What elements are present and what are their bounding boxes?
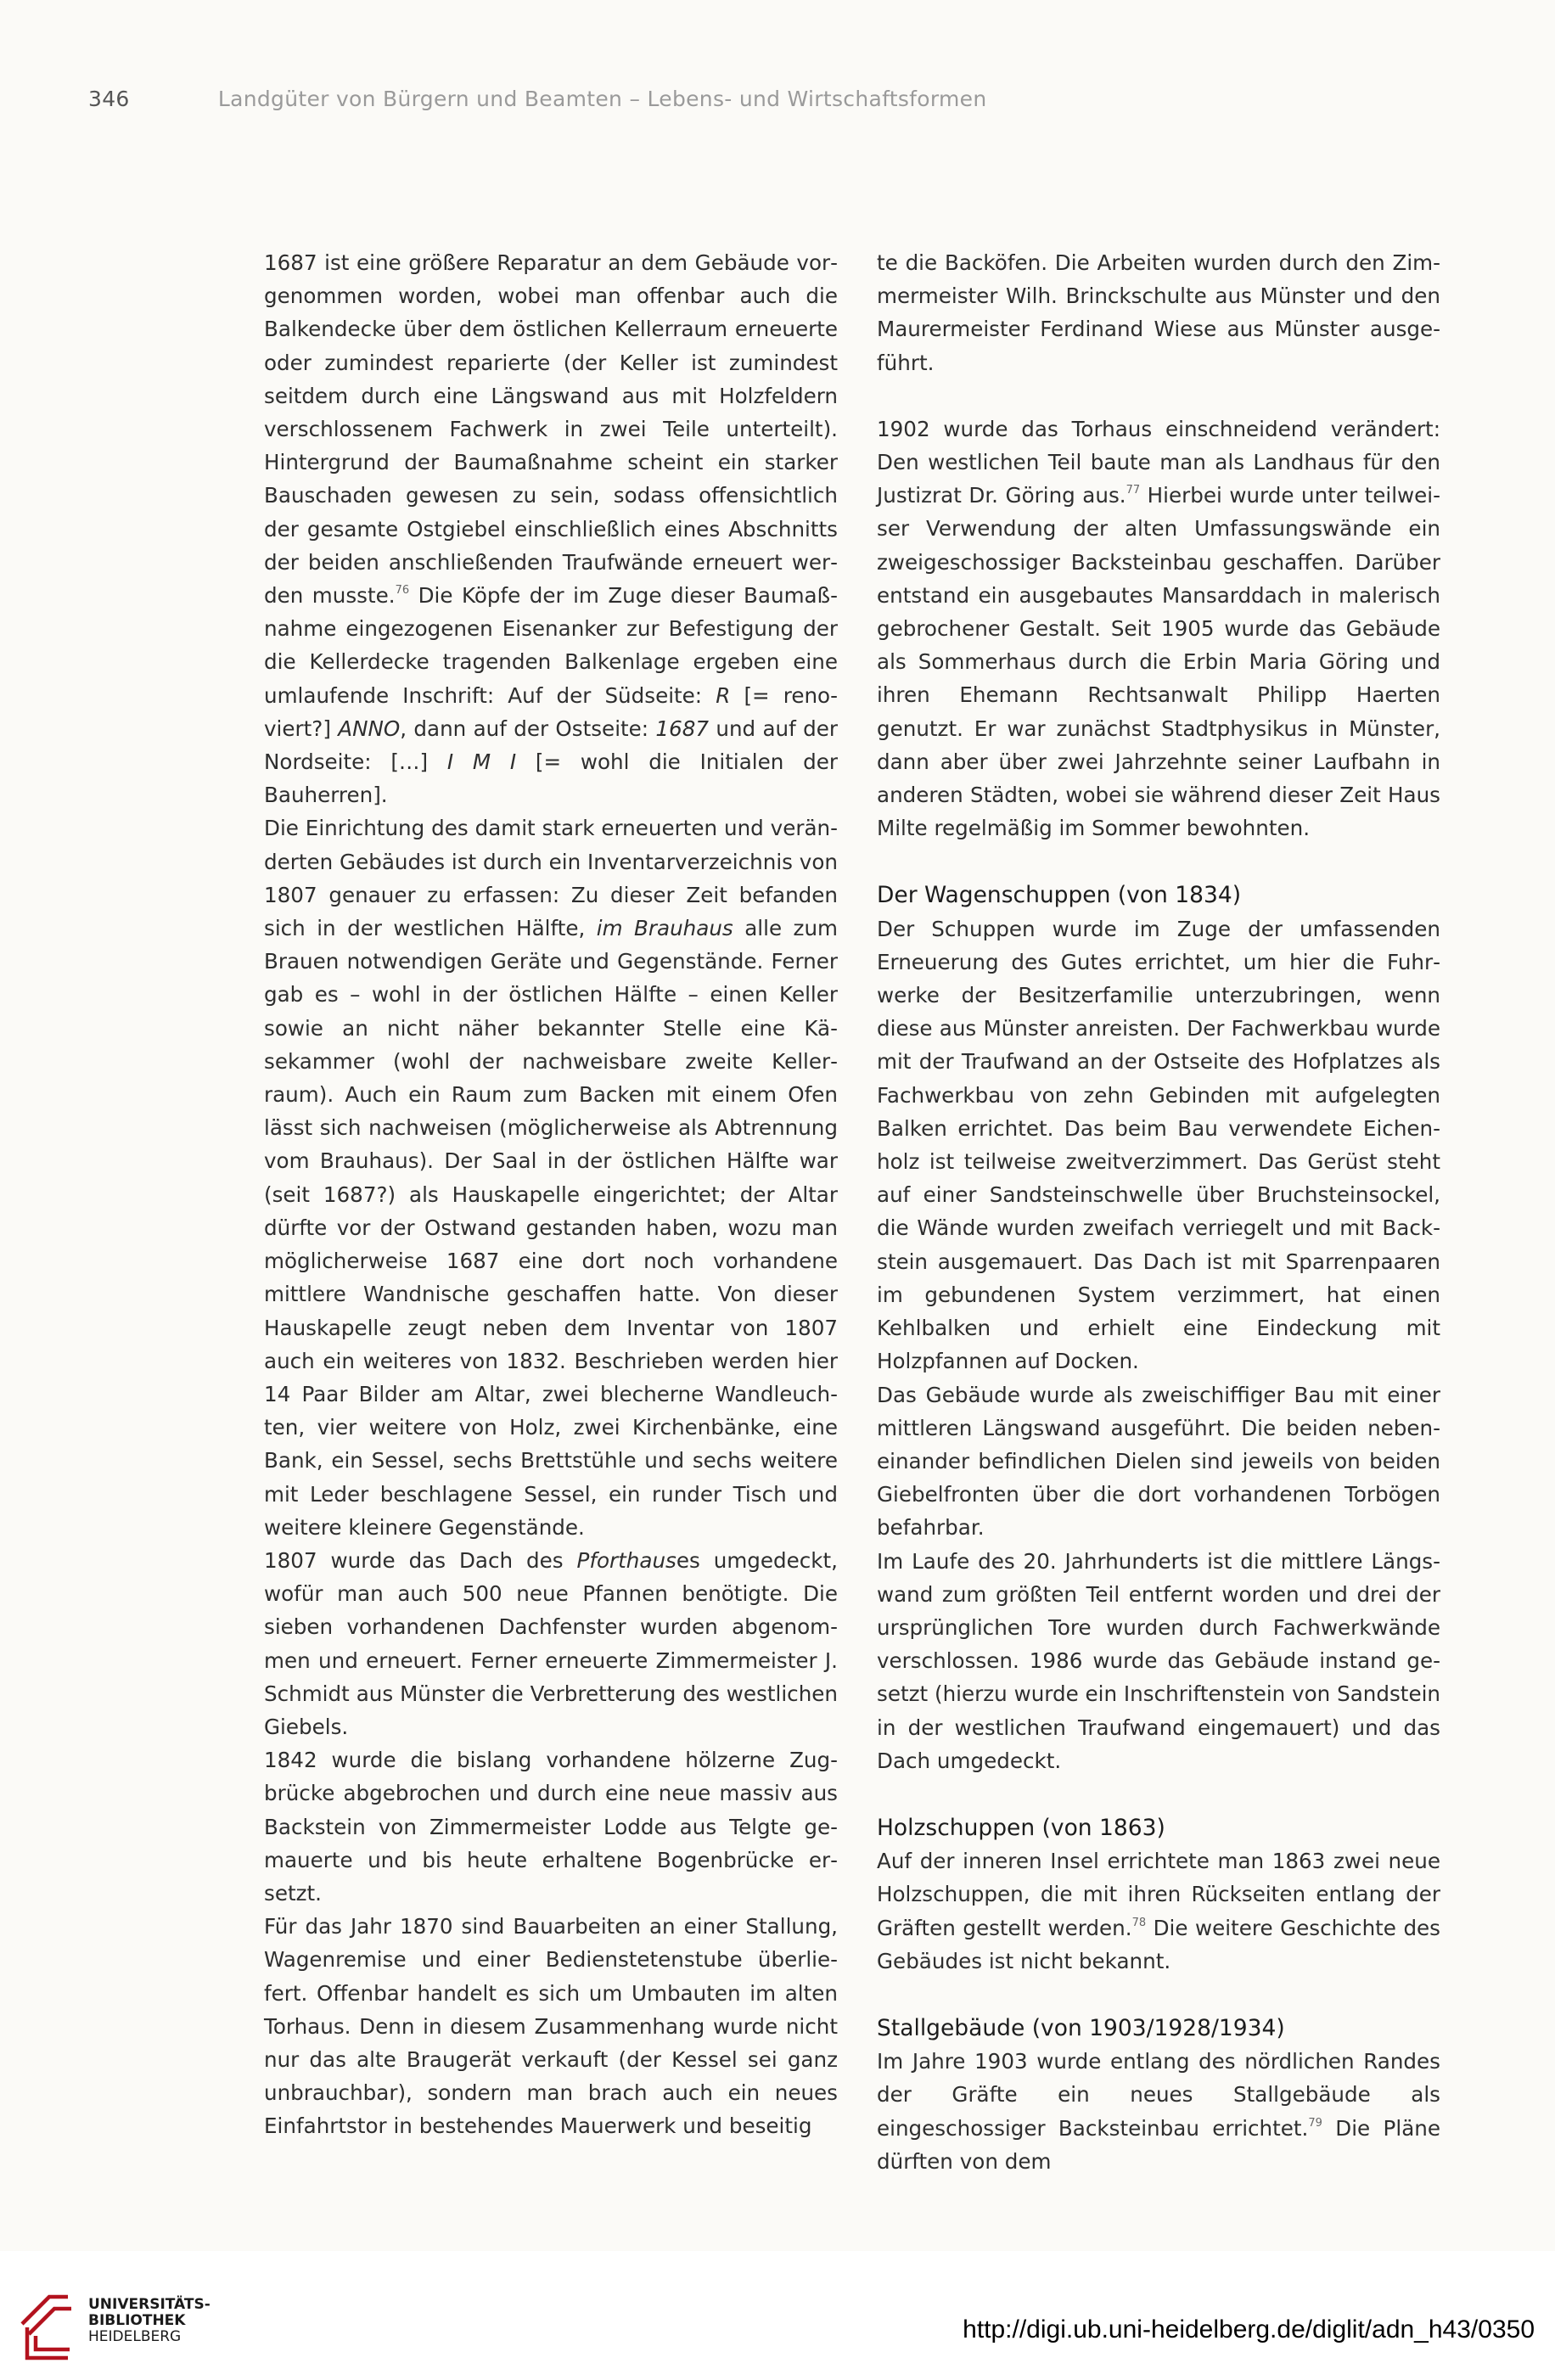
text-run: Die Einrichtung des damit stark erneuerten und veränderten Gebäudes ist durch ein Inventarverzeichnis von 1807 genauer zu erfassen: Zu dieser Zeit befanden sich in der westlichen Hälfte,: [264, 816, 838, 941]
page-number: 346: [88, 87, 130, 111]
ub-heidelberg-logo-icon: [17, 2283, 78, 2365]
text-run: [= renoviert?]: [264, 682, 838, 741]
paragraph: [877, 413, 1440, 845]
running-title: Landgüter von Bürgern und Beamten – Lebens- und Wirtschaftsformen: [217, 87, 987, 111]
text-column-left: [264, 246, 838, 2143]
text-run: Die Köpfe der im Zuge dieser Baumaßnahme eingezogenen Eisenanker zur Befestigung der die Kellerdecke tragenden Balkenlage ergeben eine umlaufende Inschrift: Auf der Südseite:: [264, 583, 838, 708]
italic-run: I M I: [446, 749, 517, 775]
library-line: BIBLIOTHEK: [88, 2312, 186, 2329]
paragraph: [877, 1844, 1440, 1978]
running-header: [88, 87, 986, 111]
paragraph: Der Schuppen wurde im Zuge der umfassenden Erneuerung des Gutes errichtet, um hier die Fuhrwerke der Besitzerfamilie unterzubringen, wenn diese aus Münster anreisten. Der Fachwerkbau wurde mit der Traufwand an der Ostseite des Hofplatzes als Fachwerkbau von zehn Gebinden mit aufgelegten Balken errichtet. Das beim Bau verwendete Eichenholz ist teilweise zweitverzimmert. Das Gerüst steht auf einer Sandsteinschwelle über Bruchsteinsockel, die Wände wurden zweifach verriegelt und mit Backstein ausgemauert. Das Dach ist mit Sparrenpaaren im gebundenen System verzimmert, hat einen Kehlbalken und erhielt eine Eindeckung mit Holzpfannen auf Docken.: [877, 916, 1440, 1374]
section-heading-wagenschuppen: Der Wagenschuppen (von 1834): [877, 882, 1242, 909]
text-run: es umgedeckt, wofür man auch 500 neue Pfannen benötigte. Die sieben vorhandenen Dachfenster wurden abgenommen und erneuert. Ferner erneuerte Zimmermeister J. Schmidt aus Münster die Verbretterung des westlichen Giebels.: [264, 1547, 838, 1739]
library-name: [88, 2297, 211, 2345]
paragraph: [264, 1544, 838, 1743]
text-run: [= wohl die Initialen der Bauherren].: [264, 749, 838, 808]
library-line: UNIVERSITÄTS-: [88, 2296, 211, 2313]
paragraph: [877, 2045, 1440, 2178]
text-run: und auf der Nordseite: […]: [264, 716, 838, 775]
italic-run: Pforthaus: [576, 1547, 676, 1573]
paragraph: Das Gebäude wurde als zweischiffiger Bau mit einer mittleren Längswand ausgeführt. Die beiden nebeneinander befindlichen Dielen sind jeweils von beiden Giebelfronten über die dort vorhandenen Torbögen befahrbar.: [877, 1382, 1440, 1541]
footnote-ref-76[interactable]: 76: [395, 584, 410, 598]
text-run: , dann auf der Ostseite:: [400, 716, 656, 741]
section-heading-holzschuppen: Holzschuppen (von 1863): [877, 1814, 1165, 1841]
text-run: alle zum Brauen notwendigen Geräte und Gegenstände. Ferner gab es – wohl in der östlichen Hälfte – einen Keller sowie an nicht näher bekannter Stelle eine Käsekammer (wohl der nachweisbare zweite Kellerraum). Auch ein Raum zum Backen mit einem Ofen lässt sich nachweisen (möglicherweise als Abtrennung vom Brauhaus). Der Saal in der östlichen Hälfte war (seit 1687?) als Hauskapelle eingerichtet; der Altar dürfte vor der Ostwand gestanden haben, wozu man möglicherweise 1687 eine dort noch vorhandene mittlere Wandnische geschaffen hatte. Von dieser Hauskapelle zeugt neben dem Inventar von 1807 auch ein weiteres von 1832. Beschrieben werden hier 14 Paar Bilder am Altar, zwei blecherne Wandleuchten, vier weitere von Holz, zwei Kirchenbänke, eine Bank, ein Sessel, sechs Brettstühle und sechs weitere mit Leder beschlagene Sessel, ein runder Tisch und weitere kleinere Gegenstände.: [264, 916, 839, 1540]
text-run: Im Jahre 1903 wurde entlang des nördlichen Randes der Gräfte ein neues Stallgebäude als eingeschossiger Backsteinbau errichtet.: [877, 2049, 1440, 2141]
text-run: 1807 wurde das Dach des: [264, 1547, 577, 1573]
text-run: Die weitere Geschichte des Gebäudes ist nicht bekannt.: [877, 1915, 1440, 1973]
paragraph: te die Backöfen. Die Arbeiten wurden durch den Zimmermeister Wilh. Brinckschulte aus Münster und den Maurermeister Ferdinand Wiese aus Münster ausgeführt.: [877, 250, 1440, 375]
italic-run: 1687: [655, 716, 710, 741]
paragraph: [264, 811, 838, 1543]
italic-run: im Brauhaus: [596, 916, 733, 941]
text-run: Auf der inneren Insel errichtete man 1863 zwei neue Holzschuppen, die mit ihren Rückseiten entlang der Gräften gestellt werden.: [877, 1849, 1440, 1940]
section-heading-stallgebaeude: Stallgebäude (von 1903/1928/1934): [877, 2014, 1285, 2041]
text-run: 1902 wurde das Torhaus einschneidend verändert: Den westlichen Teil baute man als Landhaus für den Justizrat Dr. Göring aus.: [877, 416, 1440, 508]
paragraph: [264, 246, 838, 811]
text-run: 1687 ist eine größere Reparatur an dem Gebäude vorgenommen worden, wobei man offenbar auch die Balkendecke über dem östlichen Kellerraum erneuerte oder zumindest reparierte (der Keller ist zumindest seitdem durch eine Längswand aus mit Holzfeldern verschlossenem Fachwerk in zwei Teile unterteilt). Hintergrund der Baumaßnahme scheint ein starker Bauschaden gewesen zu sein, sodass offensichtlich der gesamte Ostgiebel einschließlich eines Abschnitts der beiden anschließenden Traufwände erneuert werden musste.: [264, 250, 838, 609]
text-column-right: [877, 246, 1440, 2178]
footnote-ref-79[interactable]: 79: [1308, 2116, 1322, 2130]
library-line: HEIDELBERG: [88, 2328, 182, 2345]
paragraph: 1842 wurde die bislang vorhandene hölzerne Zugbrücke abgebrochen und durch eine neue massiv aus Backstein von Zimmermeister Lodde aus Telgte gemauerte und bis heute erhaltene Bogenbrücke ersetzt.: [264, 1748, 838, 1906]
source-url-link[interactable]: http://digi.ub.uni-heidelberg.de/diglit/adn_h43/0350: [963, 2315, 1535, 2344]
paragraph: Im Laufe des 20. Jahrhunderts ist die mittlere Längswand zum größten Teil entfernt worden und drei der ursprünglichen Tore wurden durch Fachwerkwände verschlossen. 1986 wurde das Gebäude instand gesetzt (hierzu wurde ein Inschriftenstein von Sandstein in der westlichen Traufwand eingemauert) und das Dach umgedeckt.: [877, 1548, 1440, 1773]
footnote-ref-77[interactable]: 77: [1126, 484, 1141, 497]
italic-run: ANNO: [338, 716, 401, 741]
digitization-footer: [0, 2251, 1555, 2380]
italic-run: R: [716, 682, 731, 708]
footnote-ref-78[interactable]: 78: [1131, 1916, 1147, 1929]
text-run: Hierbei wurde unter teilweiser Verwendung der alten Umfassungswände ein zweigeschossiger Backsteinbau geschaffen. Darüber entstand ein ausgebautes Mansarddach in malerisch gebrochener Gestalt. Seit 1905 wurde das Gebäude als Sommerhaus durch die Erbin Maria Göring und ihren Ehemann Rechtsanwalt Philipp Haerten genutzt. Er war zunächst Stadtphysikus in Münster, dann aber über zwei Jahrzehnte seiner Laufbahn in anderen Städten, wobei sie während dieser Zeit Haus Milte regelmäßig im Sommer bewohnten.: [877, 483, 1440, 841]
paragraph: Für das Jahr 1870 sind Bauarbeiten an einer Stallung, Wagenremise und einer Bedienstetenstube überliefert. Offenbar handelt es sich um Umbauten im alten Torhaus. Denn in diesem Zusammenhang wurde nicht nur das alte Braugerät verkauft (der Kessel sei ganz unbrauchbar), sondern man brach auch ein neues Einfahrtstor in bestehendes Mauerwerk und beseitig: [264, 1914, 838, 2139]
text-run: Die Pläne dürften von dem: [877, 2115, 1440, 2174]
